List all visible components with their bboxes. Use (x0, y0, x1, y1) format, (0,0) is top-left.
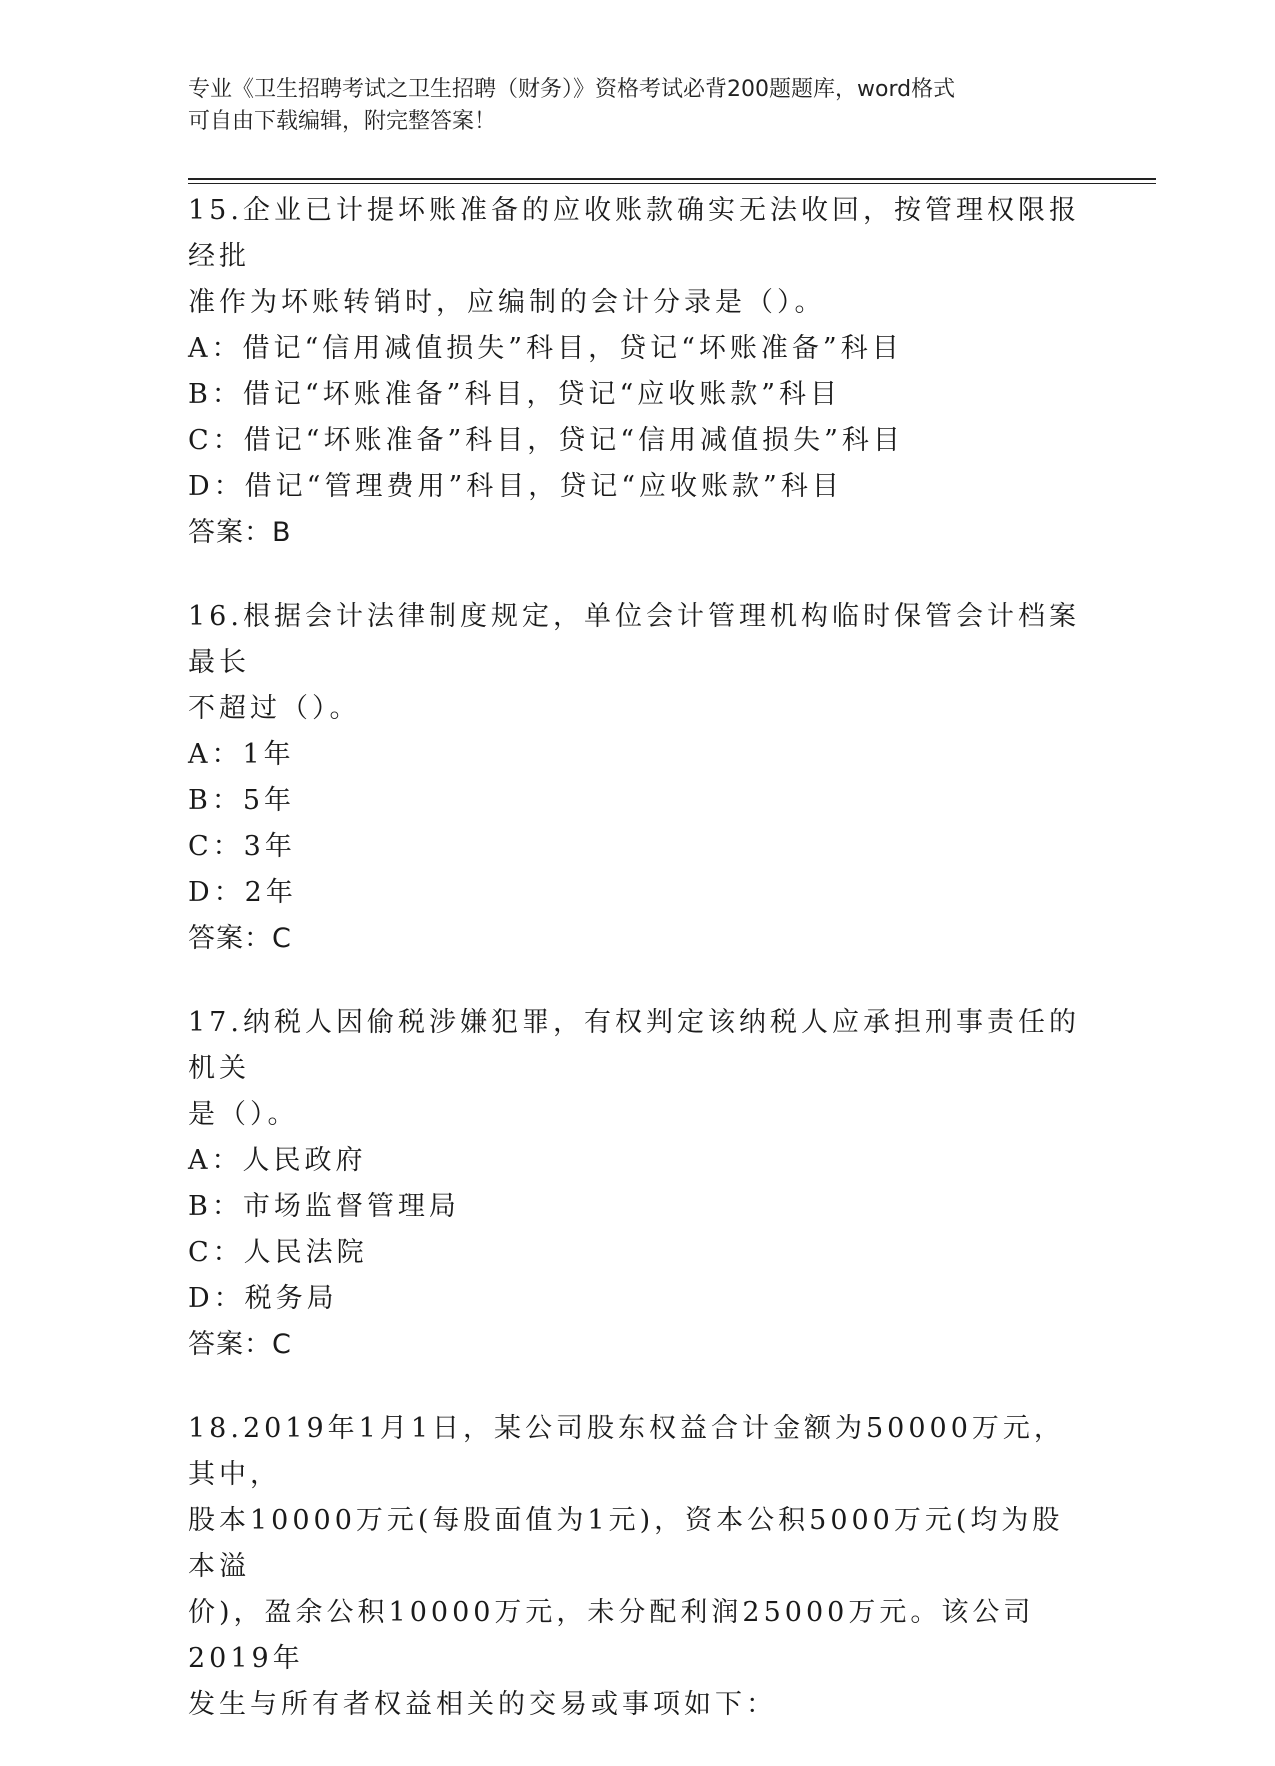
header-line-1: 专业《卫生招聘考试之卫生招聘（财务）》资格考试必背200题题库，word格式 (188, 77, 956, 102)
question-list (188, 188, 1088, 1766)
answer-line: 答案：B (188, 517, 292, 548)
option-b: B：借记“坏账准备”科目，贷记“应收账款”科目 (188, 379, 842, 410)
option-a: A：借记“信用减值损失”科目，贷记“坏账准备”科目 (188, 333, 903, 364)
header-rule-thick (188, 178, 1156, 180)
question-18 (188, 1406, 1088, 1728)
option-b: B：5年 (188, 785, 296, 816)
question-text-line: 价)，盈余公积10000万元，未分配利润25000万元。该公司2019年 (188, 1597, 1035, 1674)
header-rule-thin (188, 183, 1156, 184)
question-text-line: 股本10000万元(每股面值为1元)，资本公积5000万元(均为股本溢 (188, 1505, 1064, 1582)
answer-line: 答案：C (188, 923, 292, 954)
question-text-line: 15.企业已计提坏账准备的应收账款确实无法收回，按管理权限报经批 (188, 195, 1080, 272)
answer-line: 答案：C (188, 1329, 292, 1360)
option-b: B：市场监督管理局 (188, 1191, 460, 1222)
option-d: D：税务局 (188, 1283, 338, 1314)
document-header (188, 74, 1088, 138)
question-text-line: 17.纳税人因偷税涉嫌犯罪，有权判定该纳税人应承担刑事责任的机关 (188, 1007, 1080, 1084)
question-text-line: 16.根据会计法律制度规定，单位会计管理机构临时保管会计档案最长 (188, 601, 1080, 678)
question-text-line: 是（）。 (188, 1099, 299, 1130)
question-15 (188, 188, 1088, 556)
question-text-line: 发生与所有者权益相关的交易或事项如下： (188, 1689, 777, 1720)
question-text-line: 准作为坏账转销时，应编制的会计分录是（）。 (188, 287, 826, 318)
question-text-line: 18.2019年1月1日，某公司股东权益合计金额为50000万元，其中， (188, 1413, 1065, 1490)
question-17 (188, 1000, 1088, 1368)
option-d: D：借记“管理费用”科目，贷记“应收账款”科目 (188, 471, 843, 502)
option-a: A：人民政府 (188, 1145, 367, 1176)
question-text-line: 不超过（）。 (188, 693, 361, 724)
option-c: C：人民法院 (188, 1237, 368, 1268)
header-line-2: 可自由下载编辑，附完整答案！ (188, 109, 497, 134)
option-c: C：3年 (188, 831, 296, 862)
option-a: A：1年 (188, 739, 295, 770)
question-16 (188, 594, 1088, 962)
option-c: C：借记“坏账准备”科目，贷记“信用减值损失”科目 (188, 425, 904, 456)
option-d: D：2年 (188, 877, 297, 908)
